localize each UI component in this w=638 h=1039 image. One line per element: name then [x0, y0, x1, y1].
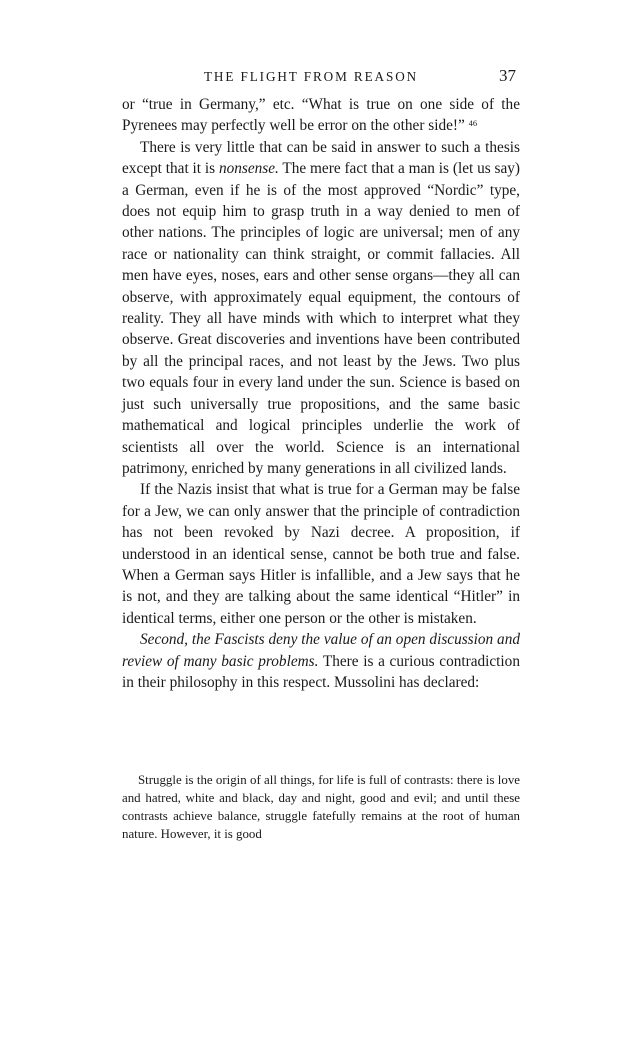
- paragraph: [122, 479, 520, 629]
- text-segment: There is a curious contradiction in their philosophy in this respect. Mussolini has declared:: [122, 652, 520, 691]
- running-head: [122, 67, 520, 89]
- emphasis: Second, the Fascists deny the value of an open discussion and review of many basic problems.: [122, 631, 520, 670]
- emphasis: nonsense.: [218, 160, 279, 178]
- text-segment: or “true in Germany,” etc. “What is true on one side of the Pyrenees may perfectly well be error on the other side!”: [122, 96, 520, 135]
- paragraph: [122, 137, 520, 480]
- text-segment: The mere fact that a man is (let us say) a German, even if he is of the most approved “Nordic” type, does not equip him to grasp truth in a way denied to men of other nations. The principles of logic are universal; men of any race or nationality can think straight, or commit fallacies. All men have eyes, noses, ears and other sense organs—they all can observe, with approximately equal equipment, the contours of reality. They all have minds with which to interpret what they observe. Great discoveries and inventions have been contributed by all the principal races, and not least by the Jews. Two plus two equals four in every land under the sun. Science is based on just such universally true propositions, and the same basic mathematical and logical principles underlie the work of scientists all over the world. Science is an international patrimony, enriched by many generations in all civilized lands.: [122, 160, 521, 477]
- page-number: 37: [499, 66, 516, 85]
- body-text: [122, 94, 520, 693]
- block-quotation: [122, 771, 520, 843]
- text-segment: There is very little that can be said in answer to such a thesis except that it is: [122, 138, 520, 178]
- text-segment: If the Nazis insist that what is true for a German may be false for a Jew, we can only answer that the principle of contradiction has not been revoked by Nazi decree. A proposition, if understood in an identical sense, cannot be both true and false. When a German says Hitler is infallible, and a Jew says that he is not, and they are talking about the same identical “Hitler” in identical terms, either one person or the other is mistaken.: [122, 481, 520, 627]
- quotation-text: Struggle is the origin of all things, for life is full of contrasts: there is love and hatred, white and black, day and night, good and evil; and until these contrasts achieve balance, struggle fatefully remains at the root of human nature. However, it is good: [122, 773, 520, 842]
- paragraph: [122, 629, 520, 693]
- running-title: THE FLIGHT FROM REASON: [203, 69, 419, 84]
- footnote-reference: 46: [468, 118, 478, 129]
- paragraph-continuation: [122, 94, 520, 137]
